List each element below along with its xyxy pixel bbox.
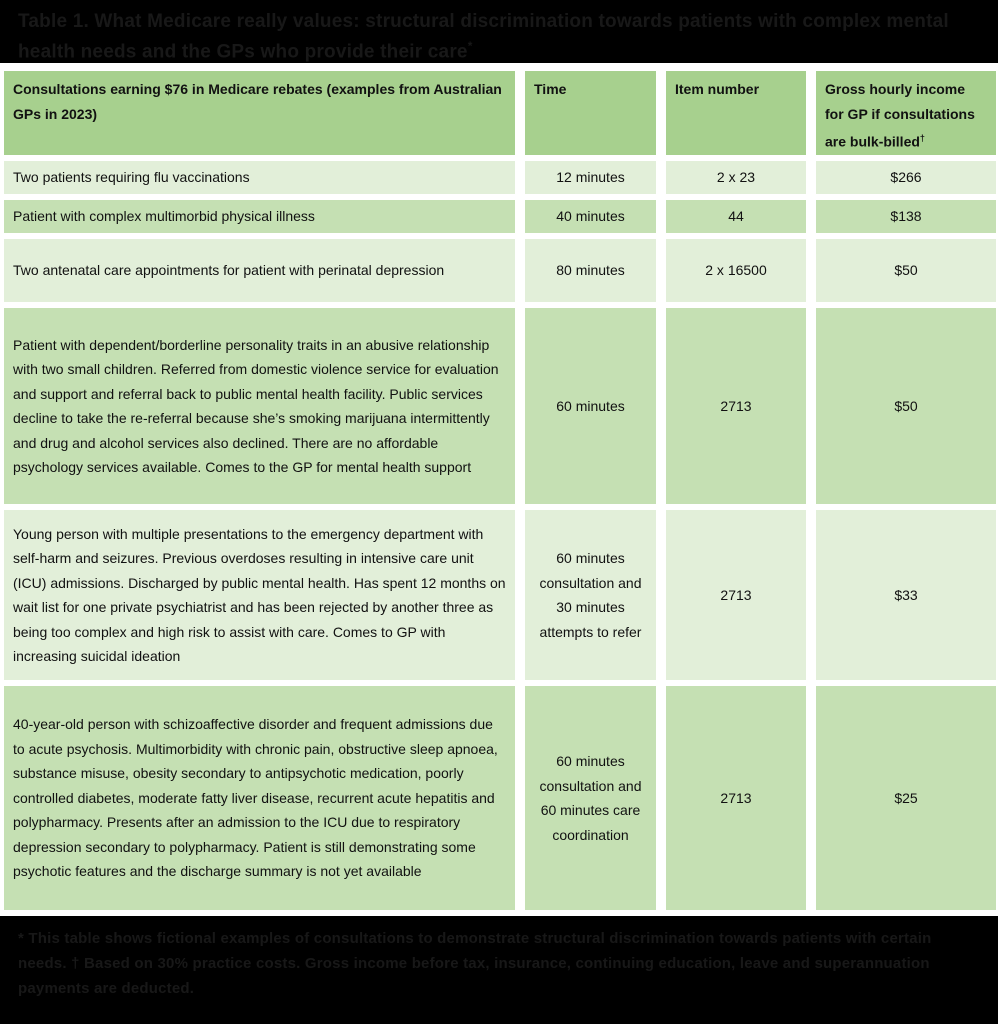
table-row — [4, 200, 996, 233]
table-footnote: * This table shows fictional examples of consultations to demonstrate structural discrimination towards patients with certain needs. † Based on 30% practice costs. Gross income before tax, insurance, continuing education, leave and superannuation payments are deducted. — [18, 930, 932, 997]
table-footnote-band — [0, 916, 998, 1024]
consultation-cell: Two antenatal care appointments for patient with perinatal depression — [4, 239, 515, 302]
income-cell: $25 — [816, 686, 996, 910]
time-cell: 40 minutes — [525, 200, 656, 233]
medicare-rebates-table — [0, 63, 998, 910]
time-cell: 60 minutes — [525, 308, 656, 504]
income-footnote-marker: † — [919, 133, 925, 143]
table-row — [4, 161, 996, 194]
consultation-cell: Two patients requiring flu vaccinations — [4, 161, 515, 194]
table-title — [18, 9, 974, 64]
header-time: Time — [525, 71, 656, 155]
time-cell: 80 minutes — [525, 239, 656, 302]
table-row — [4, 510, 996, 680]
title-footnote-marker: * — [467, 39, 473, 53]
table-row — [4, 239, 996, 302]
consultation-cell: Young person with multiple presentations to the emergency department with self-harm and seizures. Previous overdoses resulting in intensive care unit (ICU) admissions. Discharged by public mental health. Has spent 12 months on wait list for one private psychiatrist and has been rejected by another three as being too complex and high risk to assist with care. Comes to GP with increasing suicidal ideation — [4, 510, 515, 680]
consultation-cell: Patient with dependent/borderline personality traits in an abusive relationship with two small children. Referred from domestic violence service for evaluation and support and referral back to public mental health facility. Public services decline to take the re-referral because she’s smoking marijuana intermittently and drug and alcohol services also declined. There are no affordable psychology services available. Comes to the GP for mental health support — [4, 308, 515, 504]
income-cell: $138 — [816, 200, 996, 233]
consultation-cell: Patient with complex multimorbid physical illness — [4, 200, 515, 233]
time-cell: 60 minutes consultation and 60 minutes care coordination — [525, 686, 656, 910]
income-cell: $266 — [816, 161, 996, 194]
item-number-cell: 2713 — [666, 510, 806, 680]
income-cell: $50 — [816, 308, 996, 504]
header-consultations: Consultations earning $76 in Medicare rebates (examples from Australian GPs in 2023) — [4, 71, 515, 155]
header-gross-hourly-income: Gross hourly income for GP if consultations are bulk-billed† — [816, 71, 996, 155]
item-number-cell: 2 x 23 — [666, 161, 806, 194]
time-cell: 60 minutes consultation and 30 minutes attempts to refer — [525, 510, 656, 680]
item-number-cell: 2713 — [666, 686, 806, 910]
consultation-cell: 40-year-old person with schizoaffective disorder and frequent admissions due to acute psychosis. Multimorbidity with chronic pain, obstructive sleep apnoea, substance misuse, obesity secondary to antipsychotic medication, poorly controlled diabetes, moderate fatty liver disease, recurrent acute hepatitis and polypharmacy. Presents after an admission to the ICU due to respiratory depression secondary to polypharmacy. Patient is still demonstrating some psychotic features and the discharge summary is not yet available — [4, 686, 515, 910]
table-header-row — [4, 71, 996, 155]
header-item-number: Item number — [666, 71, 806, 155]
table-title-band — [0, 0, 998, 63]
table-row — [4, 686, 996, 910]
table-title-text: Table 1. What Medicare really values: structural discrimination towards patients with complex mental health needs and the GPs who provide their care — [18, 11, 949, 63]
table-row — [4, 308, 996, 504]
item-number-cell: 2 x 16500 — [666, 239, 806, 302]
income-cell: $33 — [816, 510, 996, 680]
time-cell: 12 minutes — [525, 161, 656, 194]
income-cell: $50 — [816, 239, 996, 302]
item-number-cell: 44 — [666, 200, 806, 233]
item-number-cell: 2713 — [666, 308, 806, 504]
